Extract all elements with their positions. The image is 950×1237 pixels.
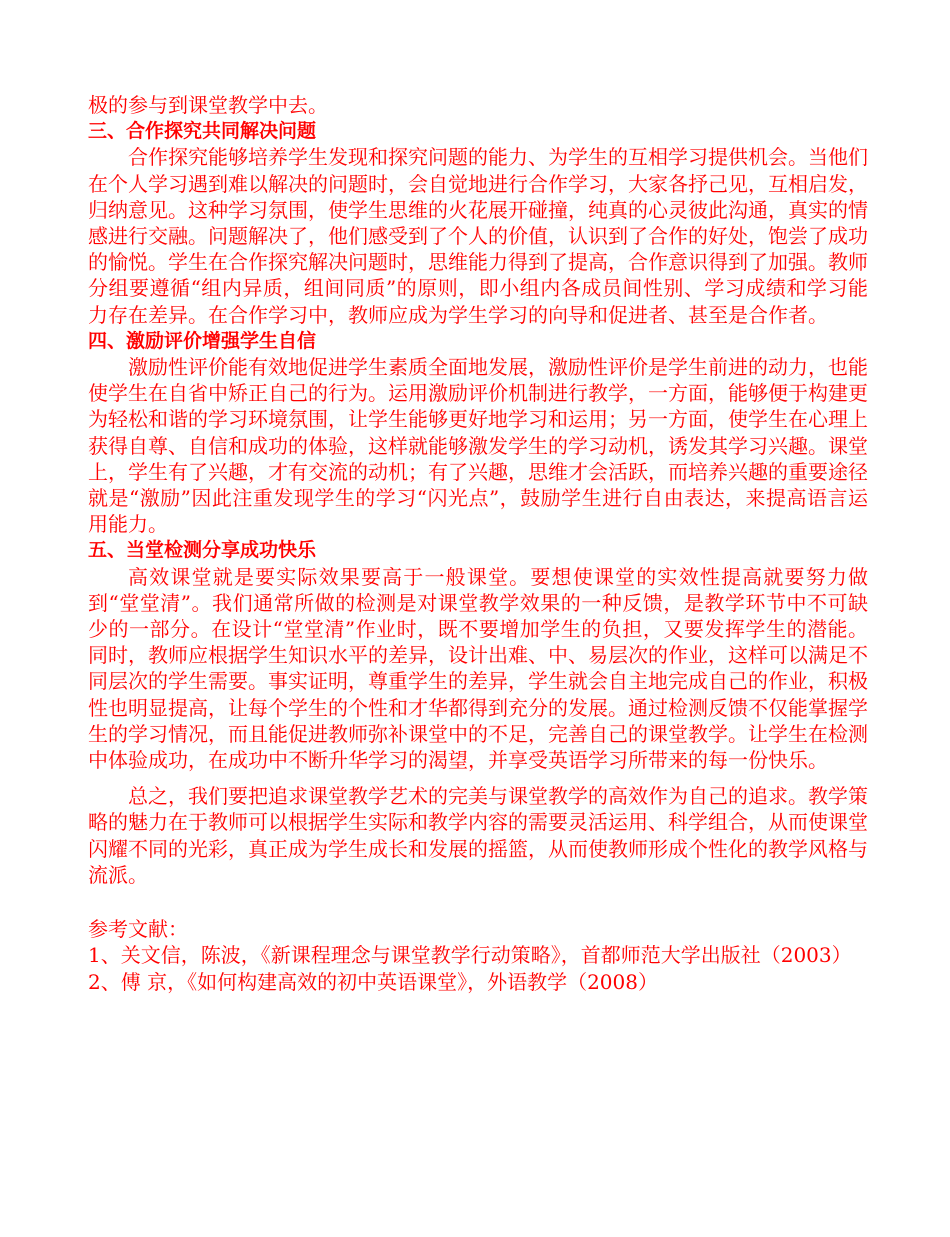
document-body (88, 92, 868, 995)
references-title: 参考文献： (88, 917, 188, 942)
lead-in-text: 极的参与到课堂教学中去。 (88, 93, 328, 117)
section-heading-4: 四、激励评价增强学生自信 (88, 329, 317, 352)
section-body-4: 激励性评价能有效地促进学生素质全面地发展，激励性评价是学生前进的动力，也能使学生在自省中矫正自己的行为。运用激励评价机制进行教学，一方面，能够便于构建更为轻松和谐的学习环境氛围，让学生能够更好地学习和运用；另一方面，使学生在心理上获得自尊、自信和成功的体验，这样就能够激发学生的学习动机，诱发其学习兴趣。课堂上，学生有了兴趣，才有交流的动机；有了兴趣，思维才会活跃，而培养兴趣的重要途径就是“激励”因此注重发现学生的学习“闪光点”，鼓励学生进行自由表达，来提高语言运用能力。 (88, 355, 868, 537)
section-body-3: 合作探究能够培养学生发现和探究问题的能力、为学生的互相学习提供机会。当他们在个人学习遇到难以解决的问题时，会自觉地进行合作学习，大家各抒己见，互相启发，归纳意见。这种学习氛围，使学生思维的火花展开碰撞，纯真的心灵彼此沟通，真实的情感进行交融。问题解决了，他们感受到了个人的价值，认识到了合作的好处，饱尝了成功的愉悦。学生在合作探究解决问题时，思维能力得到了提高，合作意识得到了加强。教师分组要遵循“组内异质，组间同质”的原则，即小组内各成员间性别、学习成绩和学习能力存在差异。在合作学习中，教师应成为学生学习的向导和促进者、甚至是合作者。 (88, 145, 868, 327)
references-block (88, 916, 868, 995)
reference-item-2: 2、傅 京，《如何构建高效的初中英语课堂》，外语教学（2008） (88, 969, 658, 994)
section-heading-3: 三、合作探究共同解决问题 (88, 120, 317, 143)
conclusion-paragraph: 总之，我们要把追求课堂教学艺术的完美与课堂教学的高效作为自己的追求。教学策略的魅力在于教师可以根据学生实际和教学内容的需要灵活运用、科学组合，从而使课堂闪耀不同的光彩，真正成为学生成长和发展的摇篮，从而使教师形成个性化的教学风格与流派。 (88, 784, 868, 887)
section-body-5: 高效课堂就是要实际效果要高于一般课堂。要想使课堂的实效性提高就要努力做到“堂堂清”。我们通常所做的检测是对课堂教学效果的一种反馈，是教学环节中不可缺少的一部分。在设计“堂堂清”作业时，既不要增加学生的负担，又要发挥学生的潜能。同时，教师应根据学生知识水平的差异，设计出难、中、易层次的作业，这样可以满足不同层次的学生需要。事实证明，尊重学生的差异，学生就会自主地完成自己的作业，积极性也明显提高，让每个学生的个性和才华都得到充分的发展。通过检测反馈不仅能掌握学生的学习情况，而且能促进教师弥补课堂中的不足，完善自己的课堂教学。让学生在检测中体验成功，在成功中不断升华学习的渴望，并享受英语学习所带来的每一份快乐。 (88, 564, 868, 773)
reference-item-1: 1、关文信，陈波，《新课程理念与课堂教学行动策略》，首都师范大学出版社（2003） (88, 943, 852, 968)
section-heading-5: 五、当堂检测分享成功快乐 (88, 539, 317, 562)
